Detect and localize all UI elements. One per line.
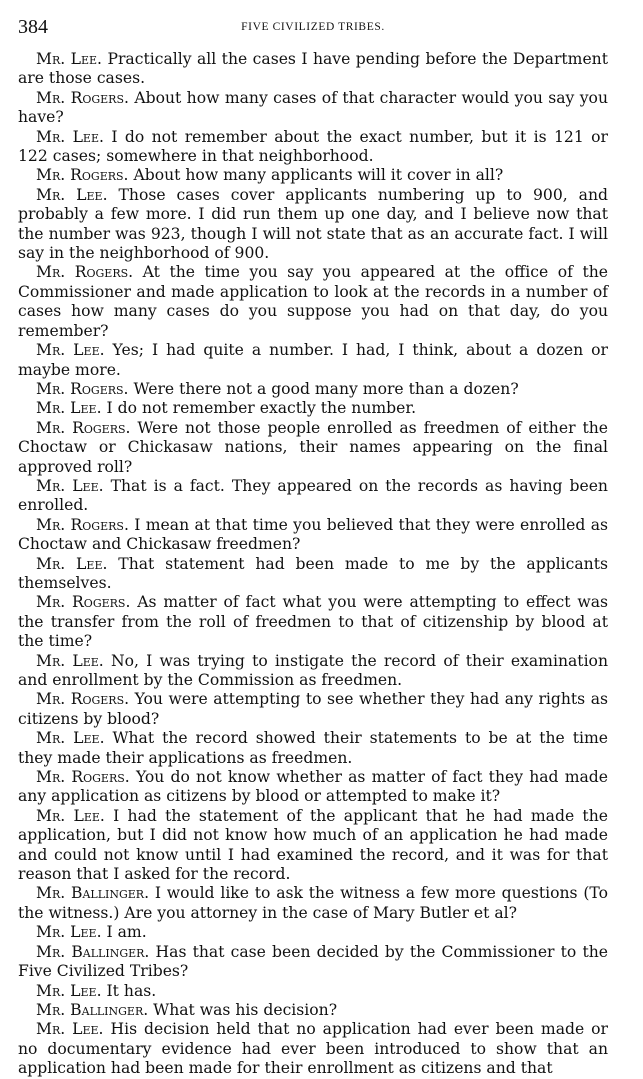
speech-text: About how many applicants will it cover in all?: [133, 166, 504, 185]
speaker-name: Mr. Lee.: [36, 399, 102, 418]
transcript-paragraph: [18, 419, 608, 477]
speaker-name: Mr. Rogers.: [36, 263, 134, 282]
transcript-paragraph: [18, 263, 608, 341]
transcript-paragraph: [18, 884, 608, 923]
page-number: 384: [18, 16, 48, 38]
transcript-paragraph: [18, 923, 608, 942]
speech-text: I would like to ask the witness a few more questions (To the witness.) Are you attorney in the case of Mary Butler et al?: [18, 884, 609, 922]
transcript-paragraph: [18, 1001, 608, 1020]
transcript-paragraph: [18, 768, 608, 807]
speech-text: That statement had been made to me by the applicants themselves.: [18, 554, 608, 592]
speech-text: Has that case been decided by the Commissioner to the Five Civilized Tribes?: [18, 942, 608, 981]
speaker-name: Mr. Rogers.: [36, 515, 129, 534]
speech-text: What the record showed their statements to be at the time they made their applications as freedmen.: [18, 729, 608, 767]
transcript-paragraph: [18, 50, 608, 89]
speaker-name: Mr. Lee.: [36, 1020, 104, 1039]
speech-text: As matter of fact what you were attempting to effect was the transfer from the roll of freedmen to that of citizenship by blood at the time?: [18, 593, 608, 651]
speaker-name: Mr. Lee.: [36, 476, 104, 495]
running-title: FIVE CIVILIZED TRIBES.: [241, 21, 385, 33]
speaker-name: Mr. Lee.: [36, 127, 104, 146]
speech-text: That is a fact. They appeared on the records as having been enrolled.: [18, 476, 608, 515]
speech-text: I do not remember exactly the number.: [106, 399, 417, 418]
speaker-name: Mr. Rogers.: [36, 690, 130, 709]
speech-text: I am.: [106, 923, 147, 942]
transcript-paragraph: [18, 380, 608, 399]
speech-text: What was his decision?: [153, 1000, 338, 1019]
speaker-name: Mr. Lee.: [36, 923, 102, 942]
transcript-paragraph: [18, 652, 608, 691]
transcript-paragraph: [18, 399, 608, 418]
page-header: [18, 16, 608, 42]
speech-text: Were there not a good many more than a dozen?: [133, 379, 519, 398]
speaker-name: Mr. Ballinger.: [36, 884, 150, 903]
speaker-name: Mr. Rogers.: [36, 379, 129, 398]
transcript-paragraph: [18, 555, 608, 594]
speaker-name: Mr. Ballinger.: [36, 1000, 149, 1019]
speaker-name: Mr. Ballinger.: [36, 942, 150, 961]
transcript-paragraph: [18, 166, 608, 185]
transcript-paragraph: [18, 943, 608, 982]
speaker-name: Mr. Rogers.: [36, 418, 131, 437]
speech-text: No, I was trying to instigate the record of their examination and enrollment by the Commission as freedmen.: [18, 651, 608, 689]
speech-text: At the time you say you appeared at the office of the Commissioner and made application to look at the records in a number of cases how many cases do you suppose you had on that day, do you remember?: [18, 263, 609, 340]
speaker-name: Mr. Rogers.: [36, 593, 131, 612]
transcript-body: [18, 50, 608, 1079]
speech-text: I had the statement of the applicant that he had made the application, but I did not know how much of an application he had made and could not know until I had examined the record, and it was for that reason that I asked for the record.: [18, 806, 608, 884]
speaker-name: Mr. Lee.: [36, 806, 105, 825]
transcript-paragraph: [18, 89, 608, 128]
speaker-name: Mr. Lee.: [36, 185, 108, 204]
transcript-paragraph: [18, 477, 608, 516]
transcript-paragraph: [18, 807, 608, 885]
speech-text: It has.: [106, 981, 157, 1000]
transcript-paragraph: [18, 516, 608, 555]
speaker-name: Mr. Rogers.: [36, 88, 129, 107]
transcript-paragraph: [18, 593, 608, 651]
speaker-name: Mr. Lee.: [36, 651, 104, 670]
speech-text: Those cases cover applicants numbering up to 900, and probably a few more. I did run them up one day, and I believe now that the number was 923, though I will not state that as an accurate fact. I will say in the neighborhood of 900.: [18, 185, 608, 263]
transcript-paragraph: [18, 128, 608, 167]
speaker-name: Mr. Rogers.: [36, 166, 129, 185]
speech-text: Yes; I had quite a number. I had, I think, about a dozen or maybe more.: [18, 341, 608, 379]
speech-text: Practically all the cases I have pending before the Department are those cases.: [18, 50, 608, 88]
transcript-paragraph: [18, 690, 608, 729]
transcript-paragraph: [18, 186, 608, 264]
speaker-name: Mr. Lee.: [36, 981, 102, 1000]
speaker-name: Mr. Lee.: [36, 554, 108, 573]
speaker-name: Mr. Lee.: [36, 341, 105, 360]
transcript-paragraph: [18, 341, 608, 380]
transcript-paragraph: [18, 729, 608, 768]
speech-text: You do not know whether as matter of fact they had made any application as citizens by blood or attempted to make it?: [18, 768, 609, 806]
transcript-paragraph: [18, 982, 608, 1001]
speech-text: Were not those people enrolled as freedmen of either the Choctaw or Chickasaw nations, their names appearing on the final approved roll?: [18, 418, 608, 476]
speech-text: I do not remember about the exact number, but it is 121 or 122 cases; somewhere in that neighborhood.: [18, 127, 608, 166]
transcript-paragraph: [18, 1020, 608, 1078]
speaker-name: Mr. Rogers.: [36, 768, 130, 787]
speech-text: You were attempting to see whether they had any rights as citizens by blood?: [18, 690, 608, 728]
speech-text: His decision held that no application had ever been made or no documentary evidence had ever been introduced to show that an application had been made for their enrollment as citizens and that: [18, 1020, 608, 1078]
speaker-name: Mr. Lee.: [36, 50, 103, 68]
speech-text: About how many cases of that character would you say you have?: [18, 88, 608, 127]
speech-text: I mean at that time you believed that they were enrolled as Choctaw and Chickasaw freedmen?: [18, 515, 608, 554]
speaker-name: Mr. Lee.: [36, 729, 105, 748]
document-page: [18, 16, 608, 1079]
